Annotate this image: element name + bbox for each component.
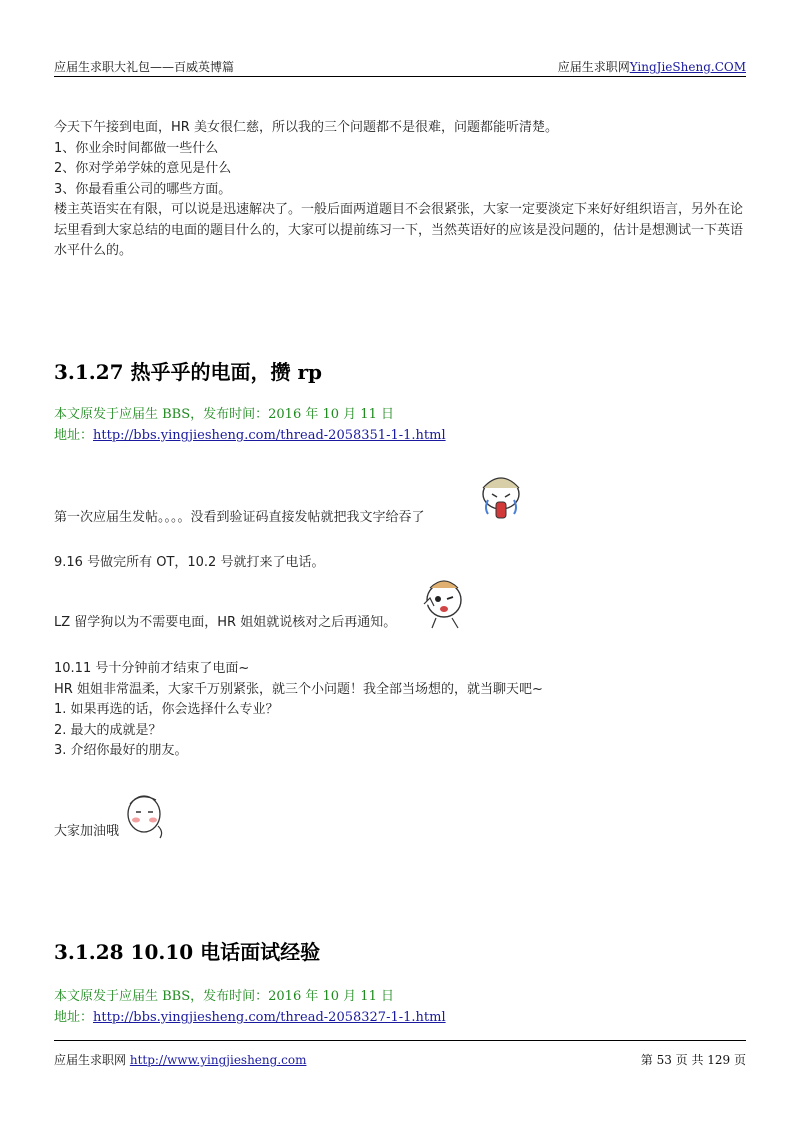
source-date: 本文原发于应届生 BBS，发布时间：2016 年 10 月 11 日	[54, 989, 394, 1004]
section-title-3-1-28: 3.1.28 10.10 电话面试经验	[54, 940, 321, 964]
footer-site-link[interactable]: http://www.yingjiesheng.com	[129, 1053, 307, 1067]
post-text: 第一次应届生发帖。。。。没看到验证码直接发帖就把我文字给吞了	[54, 510, 425, 525]
post-line: HR 姐姐非常温柔，大家千万别紧张，就三个小问题！我全部当场想的，就当聊天吧~	[54, 681, 543, 697]
intro-line: 2、你对学弟学妹的意见是什么	[54, 161, 232, 176]
header-site-name: 应届生求职网	[557, 60, 630, 74]
page-header	[54, 58, 746, 77]
intro-line: 1、你业余时间都做一些什么	[54, 140, 219, 156]
intro-paragraph: 楼主英语实在有限，可以说是迅速解决了。一般后面两道题目不会很紧张，大家一定要淡定下来好好组织语言，另外在论坛里看到大家总结的电面的题目什么的，大家可以提前练习一下，当然英语好的应该是没问题的，估计是想测试一下英语水平什么的。	[54, 202, 744, 258]
thread-link[interactable]: http://bbs.yingjiesheng.com/thread-2058351-1-1.html	[93, 428, 446, 443]
first-post-line	[54, 508, 425, 529]
shy-face-icon	[122, 790, 168, 840]
thread-link[interactable]: http://bbs.yingjiesheng.com/thread-2058327-1-1.html	[93, 1010, 446, 1025]
cheer-line: 大家加油哦	[54, 824, 120, 839]
question-item: 1. 如果再选的话，你会选择什么专业？	[54, 702, 279, 717]
interview-details	[54, 659, 746, 762]
page-footer	[54, 1040, 746, 1067]
question-item: 2. 最大的成就是？	[54, 722, 162, 738]
address-label: 地址：	[54, 428, 94, 443]
header-site-link[interactable]: YingJieSheng.COM	[629, 60, 746, 74]
address-line	[54, 1007, 446, 1028]
intro-section	[54, 118, 746, 262]
page-number: 第 53 页 共 129 页	[640, 1053, 746, 1067]
address-label: 地址：	[54, 1010, 94, 1025]
footer-site	[54, 1051, 306, 1068]
crying-face-icon	[474, 470, 528, 524]
footer-site-name: 应届生求职网	[54, 1053, 127, 1067]
source-info-3-1-27	[54, 404, 446, 446]
source-date: 本文原发于应届生 BBS，发布时间：2016 年 10 月 11 日	[54, 407, 394, 422]
header-title: 应届生求职大礼包——百威英博篇	[54, 60, 235, 74]
question-item: 3. 介绍你最好的朋友。	[54, 743, 188, 758]
post-line: 10.11 号十分钟前才结束了电面~	[54, 661, 250, 676]
post-line: 9.16 号做完所有 OT，10.2 号就打来了电话。	[54, 555, 325, 570]
winking-face-icon	[418, 574, 468, 630]
section-title-3-1-27: 3.1.27 热乎乎的电面，攒 rp	[54, 360, 323, 384]
intro-line: 今天下午接到电面，HR 美女很仁慈，所以我的三个问题都不是很难，问题都能听清楚。	[54, 120, 558, 135]
address-line	[54, 425, 446, 446]
post-line: LZ 留学狗以为不需要电面，HR 姐姐就说核对之后再通知。	[54, 615, 397, 630]
source-info-3-1-28	[54, 986, 446, 1028]
header-site	[558, 58, 746, 75]
intro-line: 3、你最看重公司的哪些方面。	[54, 181, 232, 197]
